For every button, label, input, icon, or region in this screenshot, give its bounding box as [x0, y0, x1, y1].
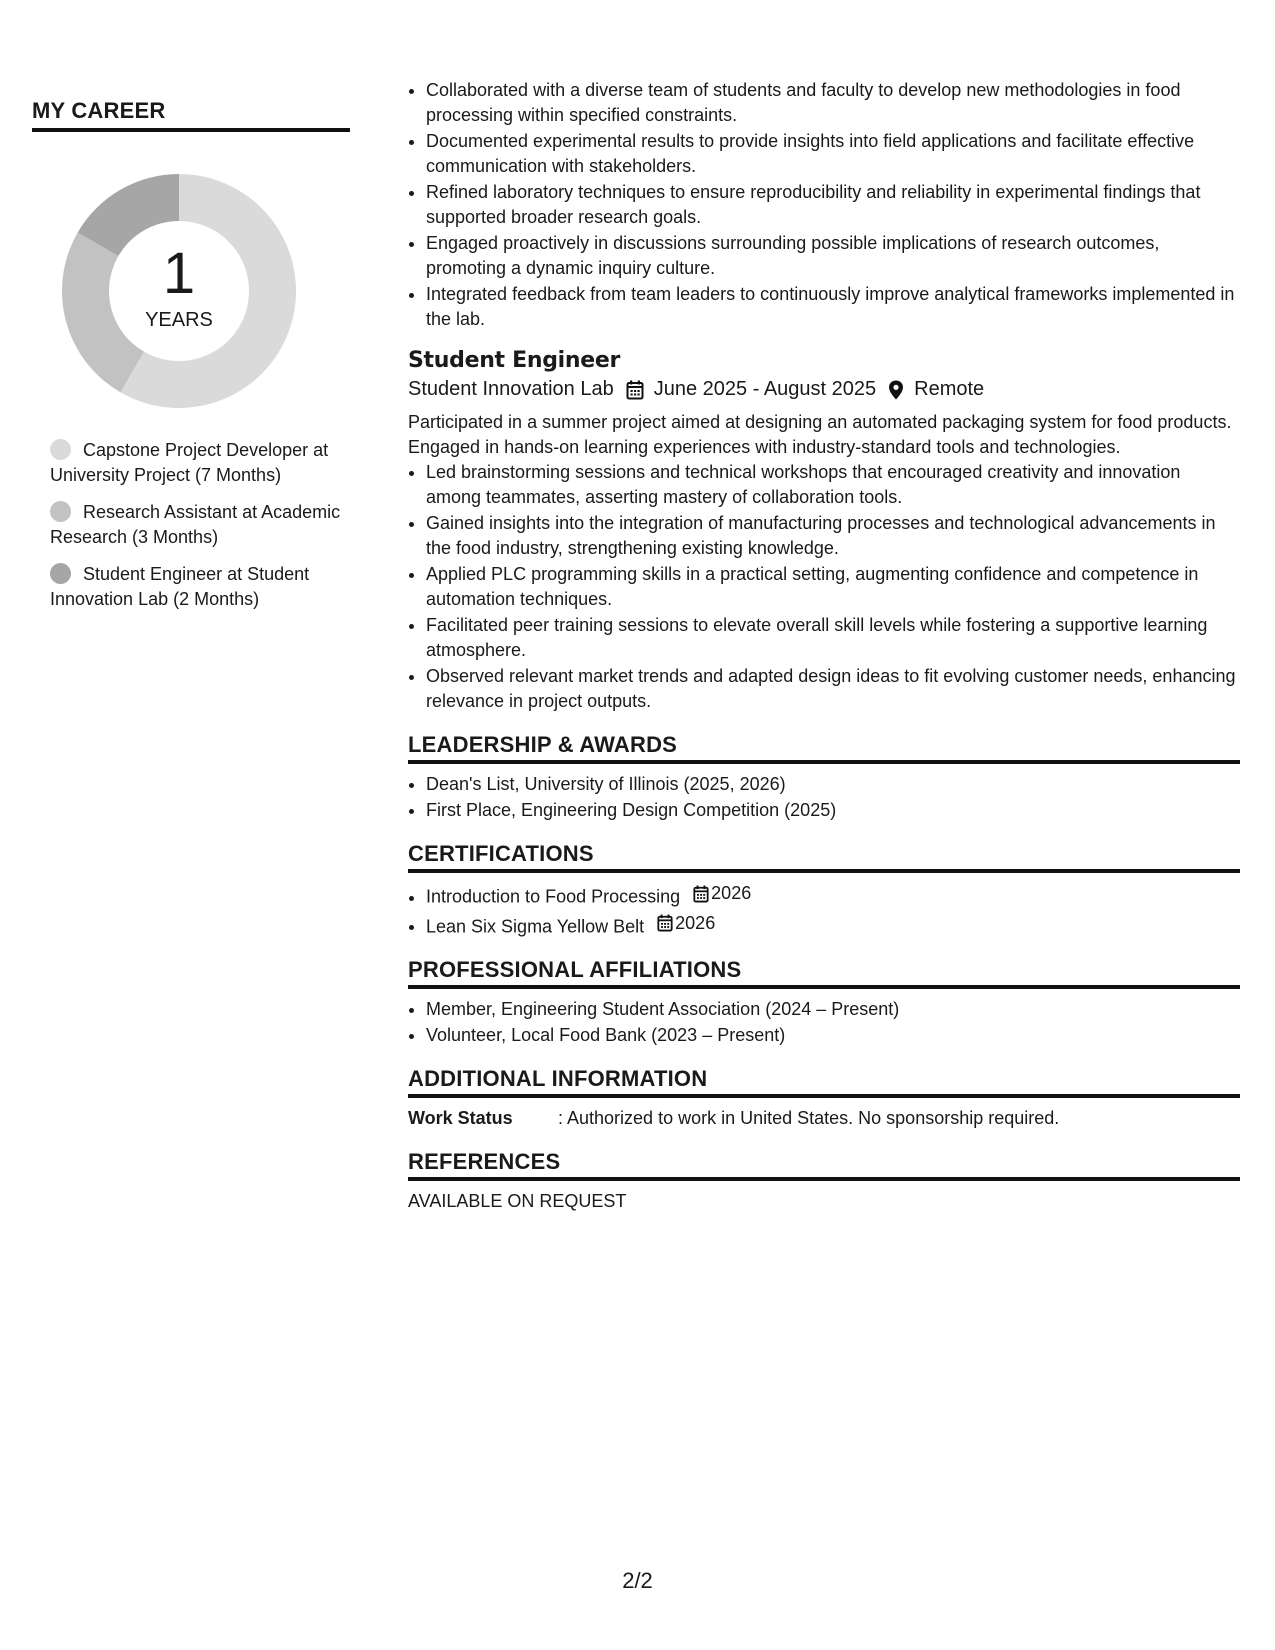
work-status-value: : Authorized to work in United States. No sponsorship required.: [558, 1108, 1060, 1128]
donut-center: [54, 166, 304, 416]
job-description: Participated in a summer project aimed at designing an automated packaging system for food products. Engaged in hands-on learning experiences with industry-standard tools and technologies.: [408, 412, 1232, 457]
list-item: • Member, Engineering Student Association (2024 – Present): [426, 997, 1240, 1022]
calendar-icon: [657, 914, 673, 932]
legend-dot-icon: [50, 563, 71, 584]
career-donut-chart: [54, 166, 304, 416]
job-title: Student Engineer: [408, 348, 621, 373]
cert-year: 2026: [675, 912, 716, 933]
career-heading: MY CAREER: [32, 98, 350, 132]
legend-dot-icon: [50, 501, 71, 522]
main-content: [408, 78, 1240, 1214]
list-item: • Applied PLC programming skills in a practical setting, augmenting confidence and competence in automation techniques.: [426, 562, 1240, 612]
calendar-icon: [626, 380, 644, 400]
certifications-heading: CERTIFICATIONS: [408, 841, 1240, 873]
cert-name: Introduction to Food Processing: [426, 886, 681, 907]
list-item: • Dean's List, University of Illinois (2025, 2026): [426, 772, 1240, 797]
page-number: 2/2: [622, 1568, 653, 1593]
certifications-list: [408, 881, 1240, 939]
list-item: [426, 911, 1240, 940]
list-item: • Volunteer, Local Food Bank (2023 – Present): [426, 1023, 1240, 1048]
list-item: • Refined laboratory techniques to ensure reproducibility and reliability in experimental findings that supported broader research goals.: [426, 180, 1240, 230]
list-item: [426, 881, 1240, 910]
career-total-unit: YEARS: [145, 308, 213, 331]
job-location: Remote: [914, 378, 985, 400]
list-item: • Engaged proactively in discussions surrounding possible implications of research outcomes, promoting a dynamic inquiry culture.: [426, 231, 1240, 281]
cert-year: 2026: [711, 883, 752, 903]
list-item: • Documented experimental results to provide insights into field applications and facilitate effective communication with stakeholders.: [426, 129, 1240, 179]
leadership-heading: LEADERSHIP & AWARDS: [408, 732, 1240, 764]
legend-dot-icon: [50, 439, 71, 460]
legend-label: Research Assistant at Academic Research (3 Months): [50, 502, 341, 547]
cert-date: [657, 911, 715, 936]
legend-item: [50, 500, 350, 550]
legend-label: Student Engineer at Student Innovation Lab (2 Months): [50, 564, 310, 609]
cert-date: [693, 881, 751, 906]
references-text: AVAILABLE ON REQUEST: [408, 1191, 627, 1211]
work-status-row: [408, 1106, 1240, 1131]
legend-item: [50, 562, 350, 612]
references-heading: REFERENCES: [408, 1149, 1240, 1181]
affiliations-list: [408, 997, 1240, 1048]
list-item: • Facilitated peer training sessions to elevate overall skill levels while fostering a supportive learning atmosphere.: [426, 613, 1240, 663]
career-legend: [32, 438, 350, 612]
legend-label: Capstone Project Developer at University Project (7 Months): [50, 440, 329, 485]
work-status-label: Work Status: [408, 1108, 513, 1128]
leadership-list: [408, 772, 1240, 823]
list-item: • Gained insights into the integration of manufacturing processes and technological advancements in the food industry, strengthening existing knowledge.: [426, 511, 1240, 561]
job-bullets: [408, 460, 1240, 714]
job-dates: June 2025 - August 2025: [653, 378, 877, 400]
list-item: • Observed relevant market trends and adapted design ideas to fit evolving customer needs, enhancing relevance in project outputs.: [426, 664, 1240, 714]
job-meta: [408, 377, 1240, 402]
legend-item: [50, 438, 350, 488]
location-pin-icon: [888, 380, 904, 400]
additional-info-heading: ADDITIONAL INFORMATION: [408, 1066, 1240, 1098]
career-total-years: 1: [162, 240, 196, 306]
research-bullets: [408, 78, 1240, 332]
list-item: • Led brainstorming sessions and technical workshops that encouraged creativity and innovation among teammates, asserting mastery of collaboration tools.: [426, 460, 1240, 510]
affiliations-heading: PROFESSIONAL AFFILIATIONS: [408, 957, 1240, 989]
career-sidebar: [32, 98, 350, 624]
job-company: Student Innovation Lab: [408, 378, 614, 400]
cert-name: Lean Six Sigma Yellow Belt: [426, 916, 645, 936]
calendar-icon: [693, 885, 709, 903]
list-item: • Collaborated with a diverse team of students and faculty to develop new methodologies in food processing within specified constraints.: [426, 78, 1240, 128]
list-item: • Integrated feedback from team leaders to continuously improve analytical frameworks implemented in the lab.: [426, 282, 1240, 332]
list-item: • First Place, Engineering Design Competition (2025): [426, 798, 1240, 823]
